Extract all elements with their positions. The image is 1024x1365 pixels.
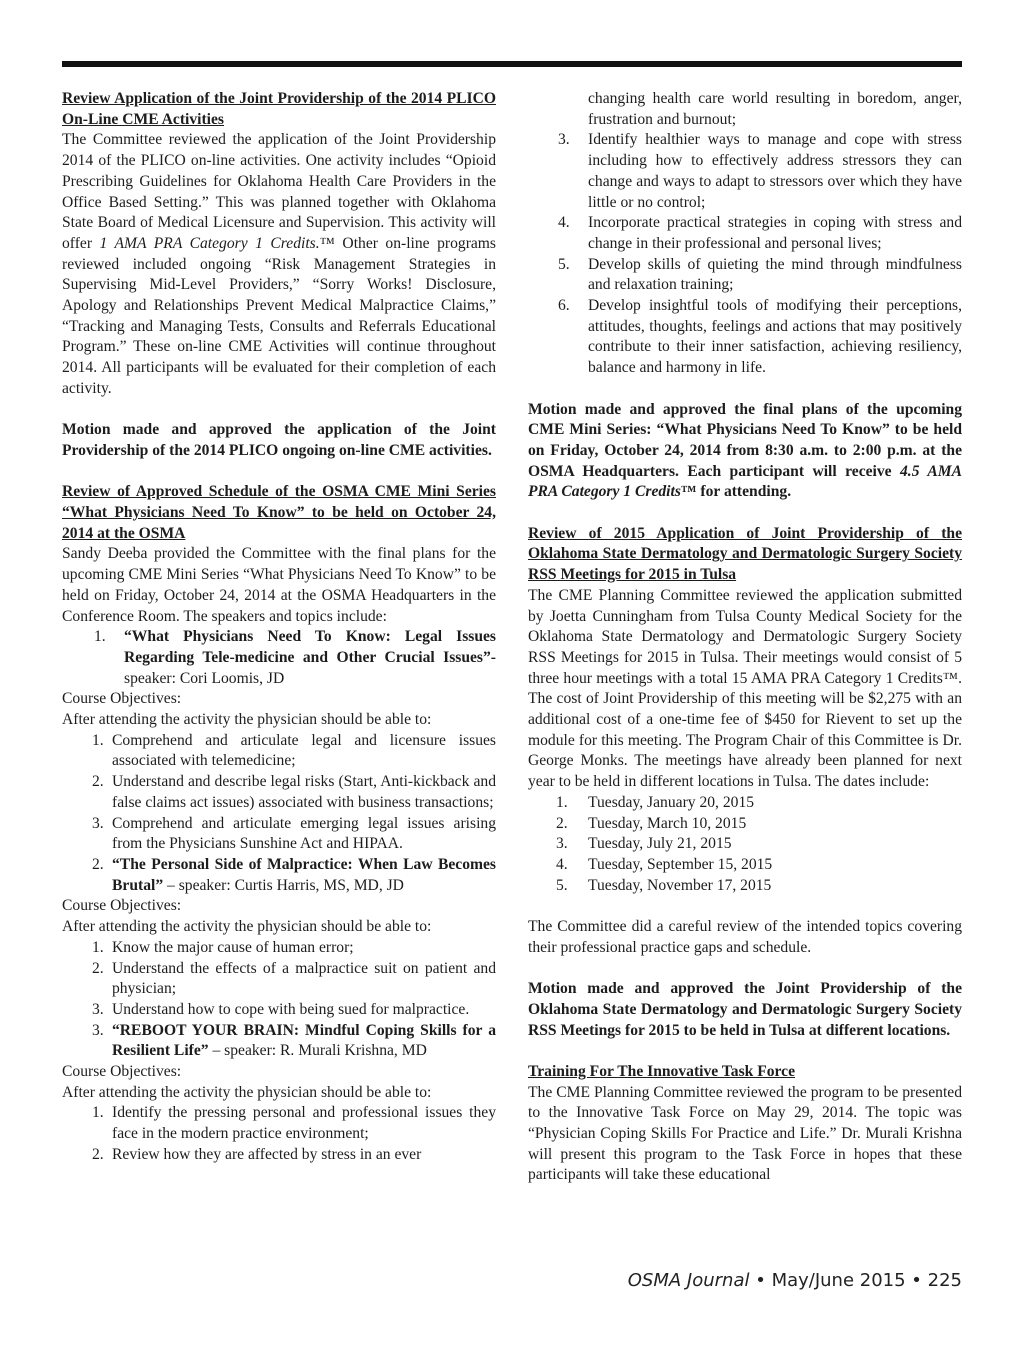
- motion-plico: Motion made and approved the application of the Joint Providership of the 2014 PLICO ongoing on-line CME activities.: [62, 421, 496, 459]
- talk-item: 1. “What Physicians Need To Know: Legal Issues Regarding Tele-medicine and Other Crucial Issues”- speaker: Cori Loomis, JD: [94, 628, 496, 687]
- motion-mini-series: Motion made and approved the final plans of the upcoming CME Mini Series: “What Physicians Need To Know” to be held on Friday, October 24, 2014 from 8:30 a.m. to 2:00 p.m. at the OSMA Headquarters. Each participant will receive 4.5 AMA PRA Category 1 Credits™ for attending.: [528, 400, 962, 501]
- journal-name: OSMA Journal: [627, 1270, 750, 1291]
- objective-list: [528, 130, 962, 378]
- paragraph-plico: The Committee reviewed the application of the Joint Providership 2014 of the PLICO on-line activities. One activity includes “Opioid Prescribing Guidelines for Oklahoma Health Care Providers in the Office Based Setting.” This was planned together with Oklahoma State Board of Medical Licensure and Supervision. This activity will offer 1 AMA PRA Category 1 Credits.™ Other on-line programs reviewed included ongoing “Risk Management Strategies in Supervising Mid-Level Providers,” “Sorry Works! Disclosure, Apology and Relationships Prevent Medical Malpractice Claims,” “Tracking and Managing Tests, Consults and Referrals Educational Program.” These on-line CME Activities will continue throughout 2014. All participants will be evaluated for their completion of each activity.: [62, 131, 496, 397]
- section-heading-plico: Review Application of the Joint Providership of the 2014 PLICO On-Line CME Activities: [62, 90, 496, 128]
- list-item: 2. Understand and describe legal risks (Start, Anti-kickback and false claims act issues) associated with business transactions;: [92, 773, 496, 811]
- objective-list: [62, 938, 496, 1021]
- paragraph-dermatology: The CME Planning Committee reviewed the application submitted by Joetta Cunningham from Tulsa County Medical Society for the Oklahoma State Dermatology and Dermatologic Surgery Society RSS Meetings for 2015 in Tulsa. Their meetings would consist of 5 three hour meetings with a total 15 AMA PRA Category 1 Credits™. The cost of Joint Providership of this meeting will be $2,275 with an additional cost of a one-time fee of $450 for Rievent to set up the module for this meeting. The Program Chair of this Committee is Dr. George Monks. The meetings have already been planned for next year to be held in different locations in Tulsa. The dates include:: [528, 586, 962, 791]
- section-heading-mini-series: Review of Approved Schedule of the OSMA CME Mini Series “What Physicians Need To Know” to be held on October 24, 2014 at the OSMA: [62, 483, 496, 542]
- page-footer: OSMA Journal • May/June 2015 • 225: [627, 1270, 962, 1291]
- right-column: [528, 89, 962, 1186]
- talk-item: 3. “REBOOT YOUR BRAIN: Mindful Coping Skills for a Resilient Life” – speaker: R. Murali Krishna, MD: [92, 1021, 496, 1060]
- objective-list: [62, 1103, 496, 1165]
- course-objectives-label: Course Objectives:: [62, 690, 182, 708]
- list-item: 1. Identify the pressing personal and professional issues they face in the modern practice environment;: [92, 1104, 496, 1143]
- paragraph-review: The Committee did a careful review of the intended topics covering their professional practice gaps and schedule.: [528, 918, 962, 956]
- list-item: 2. Understand the effects of a malpractice suit on patient and physician;: [92, 959, 496, 998]
- course-objectives-label: Course Objectives:: [62, 1063, 182, 1081]
- page-number: 225: [927, 1270, 962, 1291]
- list-item: 3. Tuesday, July 21, 2015: [556, 835, 732, 853]
- top-rule: [62, 61, 962, 67]
- after-attending-label: After attending the activity the physician should be able to:: [62, 1083, 432, 1101]
- paragraph-mini-series: Sandy Deeba provided the Committee with the final plans for the upcoming CME Mini Series “What Physicians Need To Know” to be held on Friday, October 24, 2014 at the OSMA Headquarters in the Conference Room. The speakers and topics include:: [62, 545, 496, 625]
- talk-item: 2. “The Personal Side of Malpractice: When Law Becomes Brutal” – speaker: Curtis Harris, MS, MD, JD: [92, 855, 496, 894]
- list-item: 4. Incorporate practical strategies in coping with stress and change in their professional and personal lives;: [558, 214, 962, 252]
- section-heading-task-force: Training For The Innovative Task Force: [528, 1062, 796, 1080]
- meeting-dates-list: [528, 793, 962, 897]
- list-item-continued: changing health care world resulting in boredom, anger, frustration and burnout;: [588, 90, 962, 128]
- motion-dermatology: Motion made and approved the Joint Providership of the Oklahoma State Dermatology and Dermatologic Surgery Society RSS Meetings for 2015 to be held in Tulsa at different locations.: [528, 980, 962, 1039]
- list-item: 3. Understand how to cope with being sued for malpractice.: [92, 1000, 470, 1018]
- list-item: 3. Comprehend and articulate emerging legal issues arising from the Physicians Sunshine Act and HIPAA.: [92, 814, 496, 853]
- list-item: 5. Tuesday, November 17, 2015: [556, 876, 772, 894]
- objective-list: [62, 731, 496, 855]
- issue-date: May/June 2015: [771, 1270, 906, 1291]
- list-item: 1. Tuesday, January 20, 2015: [556, 793, 755, 811]
- list-item: 2. Review how they are affected by stress in an ever: [92, 1145, 422, 1163]
- list-item: 2. Tuesday, March 10, 2015: [556, 814, 747, 832]
- after-attending-label: After attending the activity the physician should be able to:: [62, 711, 432, 729]
- left-column: [62, 89, 496, 1166]
- list-item: 3. Identify healthier ways to manage and cope with stress including how to effectively address stressors they can change and ways to adapt to stressors over which they have little or no control;: [558, 131, 962, 211]
- after-attending-label: After attending the activity the physician should be able to:: [62, 918, 432, 936]
- list-item: 5. Develop skills of quieting the mind through mindfulness and relaxation training;: [558, 255, 962, 294]
- list-item: 4. Tuesday, September 15, 2015: [556, 855, 773, 873]
- paragraph-task-force: The CME Planning Committee reviewed the program to be presented to the Innovative Task Force on May 29, 2014. The topic was “Physician Coping Skills For Practice and Life.” Dr. Murali Krishna will present this program to the Task Force in hopes that these participants will take these educational: [528, 1083, 962, 1184]
- section-heading-dermatology: Review of 2015 Application of Joint Providership of the Oklahoma State Dermatology and Dermatologic Surgery Society RSS Meetings for 2015 in Tulsa: [528, 524, 962, 584]
- list-item: 6. Develop insightful tools of modifying their perceptions, attitudes, thoughts, feelings and actions that may positively contribute to their inner satisfaction, achieving resiliency, balance and harmony in life.: [558, 297, 962, 377]
- list-item: 1. Comprehend and articulate legal and licensure issues associated with telemedicine;: [92, 731, 496, 770]
- list-item: 1. Know the major cause of human error;: [92, 938, 354, 956]
- course-objectives-label: Course Objectives:: [62, 897, 182, 915]
